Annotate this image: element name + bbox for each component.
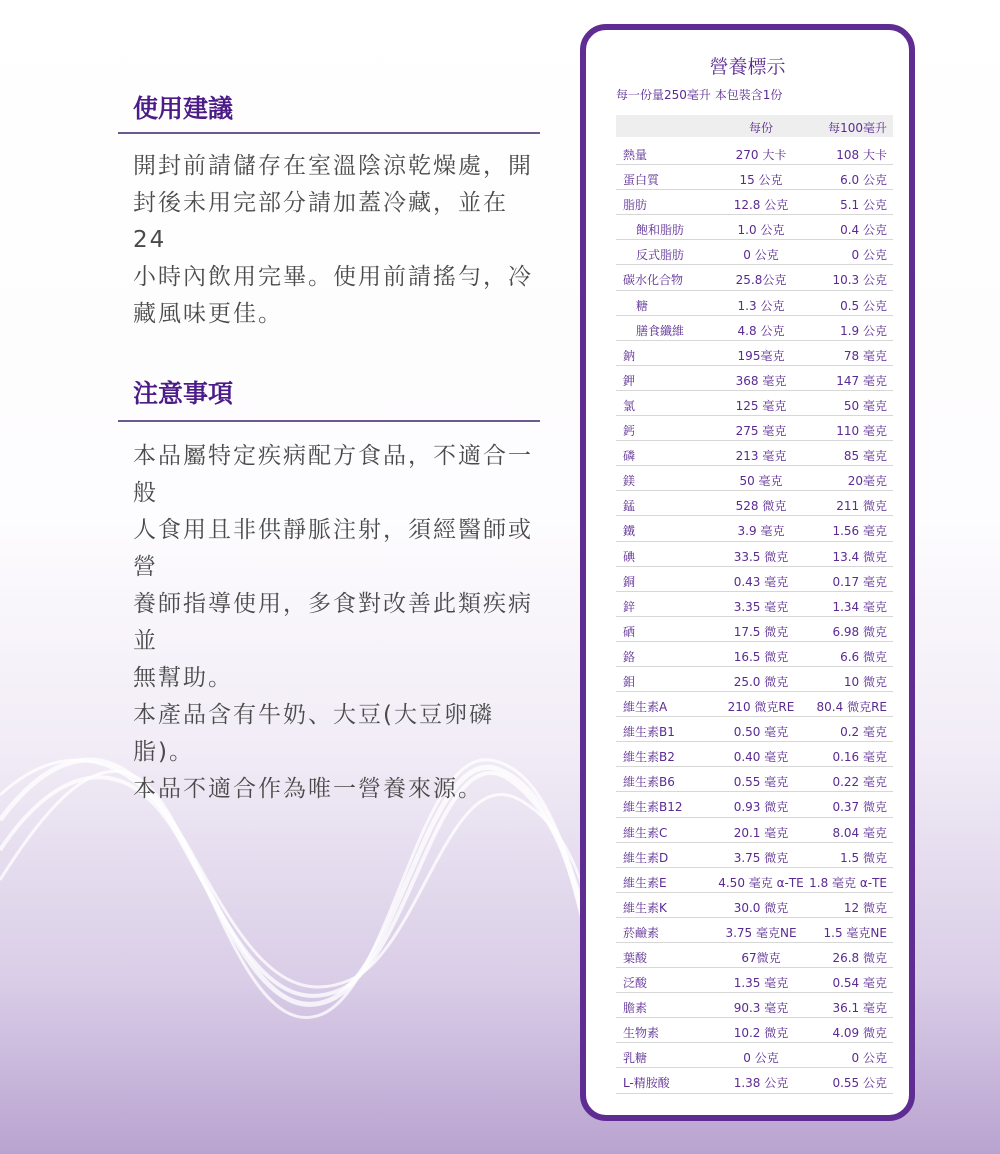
value-per-100ml: 0.16 毫克	[832, 750, 887, 765]
table-row	[616, 140, 893, 165]
nutrient-name: 鋅	[623, 599, 636, 614]
nutrient-name: 維生素B6	[623, 775, 675, 790]
table-row	[616, 617, 893, 642]
value-per-100ml: 0.2 毫克	[840, 725, 887, 740]
nutrient-name: 熱量	[623, 148, 648, 162]
usage-divider	[118, 132, 540, 134]
nutrient-name: 硒	[623, 624, 636, 639]
value-per-serving: 368 毫克	[735, 373, 787, 388]
value-per-serving: 3.75 毫克NE	[725, 925, 797, 940]
value-per-100ml: 0.17 毫克	[832, 574, 887, 589]
usage-line: 藏風味更佳。	[133, 301, 283, 327]
value-per-serving: 275 毫克	[735, 424, 787, 439]
value-per-100ml: 0.4 公克	[840, 223, 887, 238]
table-row	[616, 993, 893, 1018]
nutrient-name: 脂肪	[623, 198, 648, 213]
value-per-100ml: 4.09 微克	[832, 1026, 887, 1041]
usage-line: 小時內飲用完畢。使用前請搖勻，冷	[133, 264, 533, 290]
value-per-serving: 0 公克	[743, 248, 779, 263]
value-per-100ml: 108 大卡	[836, 148, 887, 162]
value-per-serving: 0 公克	[743, 1051, 779, 1066]
value-per-serving: 0.93 微克	[733, 800, 789, 815]
usage-line: 開封前請儲存在室溫陰涼乾燥處，開	[133, 153, 533, 179]
value-per-serving: 213 毫克	[735, 449, 787, 464]
value-per-100ml: 8.04 毫克	[832, 825, 887, 840]
value-per-100ml: 26.8 微克	[832, 951, 887, 965]
header-per-serving: 每份	[748, 121, 773, 135]
table-row	[616, 190, 893, 215]
table-row	[616, 542, 893, 567]
value-per-100ml: 6.0 公克	[840, 173, 887, 188]
table-row	[616, 943, 893, 968]
value-per-serving: 1.3 公克	[737, 298, 785, 313]
header-per-100ml: 每100毫升	[828, 121, 887, 135]
value-per-100ml: 6.98 微克	[832, 624, 887, 639]
value-per-serving: 33.5 微克	[733, 549, 789, 564]
notes-line: 本產品含有牛奶、大豆(大豆卵磷脂)。	[133, 702, 494, 765]
nutrient-name: 菸鹼素	[623, 925, 660, 940]
table-row	[616, 667, 893, 692]
value-per-serving: 528 微克	[735, 499, 787, 514]
notes-text	[133, 438, 533, 808]
value-per-100ml: 1.34 毫克	[832, 599, 887, 614]
value-per-serving: 4.8 公克	[737, 323, 785, 338]
notes-divider	[118, 420, 540, 422]
nutrient-name: 維生素B1	[623, 725, 675, 740]
table-row	[616, 767, 893, 792]
table-row	[616, 265, 893, 290]
nutrient-name: 膳食纖維	[636, 323, 685, 338]
value-per-100ml: 1.9 公克	[840, 323, 887, 338]
nutrient-name: 糖	[636, 298, 649, 313]
table-row	[616, 165, 893, 190]
table-row	[616, 843, 893, 868]
notes-line: 本品不適合作為唯一營養來源。	[133, 776, 483, 802]
value-per-serving: 20.1 毫克	[733, 825, 789, 840]
table-row	[616, 316, 893, 341]
nutrition-table	[616, 140, 893, 1094]
usage-text	[133, 148, 533, 333]
nutrition-title: 營養標示	[709, 56, 786, 78]
value-per-serving: 0.43 毫克	[733, 574, 789, 589]
value-per-serving: 25.0 微克	[733, 674, 789, 689]
nutrient-name: 維生素B2	[623, 750, 675, 765]
value-per-100ml: 0.55 公克	[832, 1076, 887, 1091]
value-per-100ml: 10 微克	[843, 674, 887, 689]
table-row	[616, 366, 893, 391]
value-per-serving: 125 毫克	[735, 398, 787, 413]
table-row	[616, 1018, 893, 1043]
nutrient-name: 維生素D	[623, 850, 669, 865]
notes-title: 注意事項	[133, 379, 234, 408]
value-per-100ml: 211 微克	[836, 499, 887, 514]
value-per-100ml: 1.5 毫克NE	[823, 925, 887, 940]
value-per-serving: 4.50 毫克 α-TE	[718, 875, 804, 890]
table-row	[616, 818, 893, 843]
value-per-serving: 1.38 公克	[733, 1076, 789, 1091]
table-row	[616, 1068, 893, 1093]
table-row	[616, 391, 893, 416]
value-per-100ml: 78 毫克	[843, 348, 887, 363]
table-row	[616, 516, 893, 541]
value-per-serving: 17.5 微克	[733, 624, 789, 639]
notes-line: 人食用且非供靜脈注射，須經醫師或營	[133, 517, 533, 580]
value-per-serving: 0.50 毫克	[733, 725, 789, 740]
value-per-serving: 3.35 毫克	[733, 599, 789, 614]
table-row	[616, 592, 893, 617]
table-row	[616, 341, 893, 366]
table-row	[616, 567, 893, 592]
nutrient-name: 銅	[623, 574, 636, 589]
table-row	[616, 416, 893, 441]
value-per-100ml: 0 公克	[851, 248, 887, 263]
nutrient-name: 鐵	[623, 524, 636, 539]
value-per-100ml: 20毫克	[847, 474, 887, 489]
table-row	[616, 1043, 893, 1068]
nutrient-name: 乳糖	[623, 1051, 648, 1066]
value-per-100ml: 85 毫克	[843, 449, 887, 464]
value-per-100ml: 5.1 公克	[840, 198, 887, 213]
nutrient-name: 膽素	[623, 1001, 648, 1016]
value-per-serving: 30.0 微克	[733, 900, 789, 915]
nutrient-name: 維生素E	[623, 875, 667, 890]
value-per-serving: 3.75 微克	[733, 850, 789, 865]
value-per-100ml: 147 毫克	[836, 373, 887, 388]
value-per-100ml: 0.5 公克	[840, 298, 887, 313]
table-row	[616, 918, 893, 943]
value-per-100ml: 12 微克	[843, 900, 887, 915]
nutrient-name: 維生素A	[623, 700, 668, 715]
nutrient-name: 維生素C	[623, 825, 668, 840]
value-per-serving: 0.55 毫克	[733, 775, 789, 790]
value-per-100ml: 6.6 微克	[840, 649, 887, 664]
table-row	[616, 742, 893, 767]
nutrient-name: 鉻	[623, 649, 636, 664]
value-per-100ml: 1.8 毫克 α-TE	[809, 875, 887, 890]
value-per-serving: 210 微克RE	[727, 700, 795, 715]
nutrient-name: 蛋白質	[623, 173, 660, 188]
notes-line: 養師指導使用，多食對改善此類疾病並	[133, 591, 533, 654]
value-per-serving: 90.3 毫克	[733, 1001, 789, 1016]
value-per-100ml: 110 毫克	[836, 424, 887, 439]
nutrient-name: 葉酸	[623, 951, 648, 965]
value-per-100ml: 36.1 毫克	[832, 1001, 887, 1016]
value-per-100ml: 13.4 微克	[832, 549, 887, 564]
table-row	[616, 692, 893, 717]
value-per-serving: 12.8 公克	[733, 198, 789, 213]
notes-line: 無幫助。	[133, 665, 233, 691]
table-row	[616, 968, 893, 993]
nutrient-name: 反式脂肪	[636, 248, 685, 263]
notes-line: 本品屬特定疾病配方食品，不適合一般	[133, 443, 533, 506]
value-per-100ml: 0 公克	[851, 1051, 887, 1066]
value-per-serving: 10.2 微克	[733, 1026, 789, 1041]
nutrient-name: 生物素	[623, 1026, 660, 1041]
value-per-serving: 50 毫克	[739, 474, 783, 489]
nutrient-name: 錳	[623, 499, 636, 514]
table-row	[616, 792, 893, 817]
nutrient-name: 鉀	[623, 373, 636, 388]
table-row	[616, 215, 893, 240]
value-per-serving: 67微克	[741, 951, 781, 965]
usage-title: 使用建議	[133, 94, 234, 123]
value-per-serving: 0.40 毫克	[733, 750, 789, 765]
value-per-100ml: 0.54 毫克	[832, 976, 887, 991]
table-row	[616, 291, 893, 316]
nutrient-name: 氯	[623, 398, 636, 413]
nutrient-name: 碘	[623, 549, 636, 564]
table-row	[616, 893, 893, 918]
value-per-100ml: 50 毫克	[843, 398, 887, 413]
value-per-serving: 15 公克	[739, 173, 783, 188]
table-row	[616, 441, 893, 466]
table-row	[616, 240, 893, 265]
value-per-serving: 195毫克	[737, 348, 785, 363]
value-per-100ml: 0.22 毫克	[832, 775, 887, 790]
nutrient-name: 泛酸	[623, 976, 648, 991]
usage-line: 封後未用完部分請加蓋冷藏，並在24	[133, 190, 508, 253]
value-per-100ml: 0.37 微克	[832, 800, 887, 815]
nutrition-panel	[580, 24, 915, 1121]
nutrient-name: 鈉	[623, 348, 636, 363]
nutrient-name: 維生素B12	[623, 800, 683, 815]
nutrient-name: 鎂	[623, 474, 636, 489]
nutrient-name: 飽和脂肪	[636, 223, 685, 238]
nutrient-name: 磷	[623, 449, 636, 464]
value-per-serving: 1.0 公克	[737, 223, 785, 238]
value-per-serving: 3.9 毫克	[737, 524, 785, 539]
value-per-100ml: 80.4 微克RE	[816, 700, 887, 715]
value-per-serving: 270 大卡	[735, 148, 787, 162]
serving-info: 每一份量250毫升 本包裝含1份	[616, 88, 783, 102]
table-header	[616, 115, 893, 137]
value-per-serving: 1.35 毫克	[733, 976, 789, 991]
nutrient-name: 鈣	[623, 424, 636, 439]
nutrient-name: 碳水化合物	[623, 273, 684, 288]
table-row	[616, 868, 893, 893]
table-row	[616, 466, 893, 491]
nutrient-name: 維生素K	[623, 900, 667, 915]
value-per-100ml: 10.3 公克	[832, 273, 887, 288]
nutrient-name: L-精胺酸	[623, 1076, 670, 1091]
table-row	[616, 717, 893, 742]
table-row	[616, 491, 893, 516]
value-per-100ml: 1.5 微克	[840, 850, 887, 865]
value-per-100ml: 1.56 毫克	[832, 524, 887, 539]
value-per-serving: 16.5 微克	[733, 649, 789, 664]
value-per-serving: 25.8公克	[735, 273, 787, 288]
nutrient-name: 鉬	[623, 674, 636, 689]
table-row	[616, 642, 893, 667]
